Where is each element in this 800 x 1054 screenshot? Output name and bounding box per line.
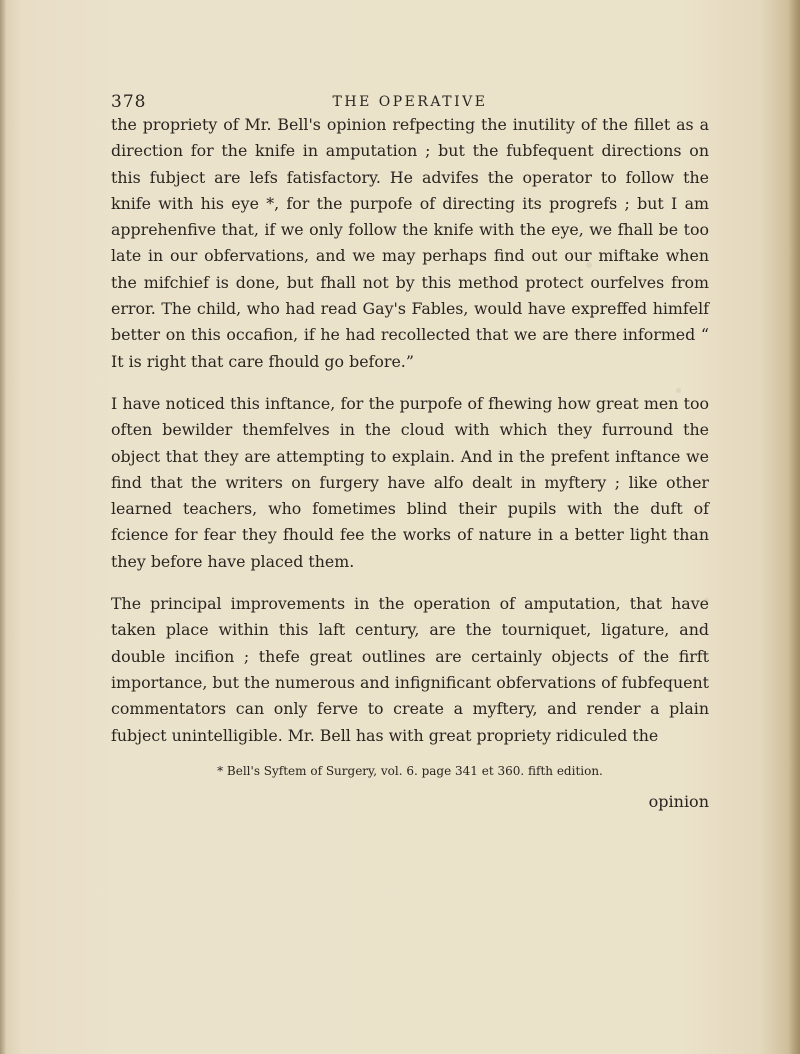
page-number: 378 xyxy=(111,92,147,112)
paragraph: the propriety of Mr. Bell's opinion refpecting the inutility of the fillet as a direction for the knife in amputation ; but the fubfequent directions on this fubject are lefs fatisfactory. He advifes the operator to follow the knife with his eye *, for the purpofe of directing its progrefs ; but I am apprehenfive that, if we only follow the knife with the eye, we fhall be too late in our obfervations, and we may perhaps find out our miftake when the mifchief is done, but fhall not by this method protect ourfelves from error. The child, who had read Gay's Fables, would have expreffed himfelf better on this occafion, if he had recollected that we are there informed “ It is right that care fhould go before.” xyxy=(111,115,709,371)
paragraph: I have noticed this inftance, for the purpofe of fhewing how great men too often bewilder themfelves in the cloud with which they furround the object that they are attempting to explain. And in the prefent inftance we find that the writers on furgery have alfo dealt in myftery ; like other learned teachers, who fometimes blind their pupils with the duft of fcience for fear they fhould fee the works of nature in a better light than they before have placed them. xyxy=(111,393,709,571)
catchword: opinion xyxy=(648,792,709,811)
footnote: * Bell's Syftem of Surgery, vol. 6. page 341 et 360. fifth edition. xyxy=(217,764,603,778)
paragraph: The principal improvements in the operation of amputation, that have taken place within this laft century, are the tourniquet, ligature, and double incifion ; thefe great outlines are certainly objects of the firft importance, but the numerous and infignificant obfervations of fubfequent commentators can only ferve to create a myftery, and render a plain fubject unintelligible. Mr. Bell has with great propriety ridiculed the xyxy=(111,594,709,745)
body-text xyxy=(111,112,709,749)
binding-edge xyxy=(0,0,6,1054)
page-edge-shadow xyxy=(788,0,800,1054)
running-head: THE OPERATIVE xyxy=(332,94,488,110)
